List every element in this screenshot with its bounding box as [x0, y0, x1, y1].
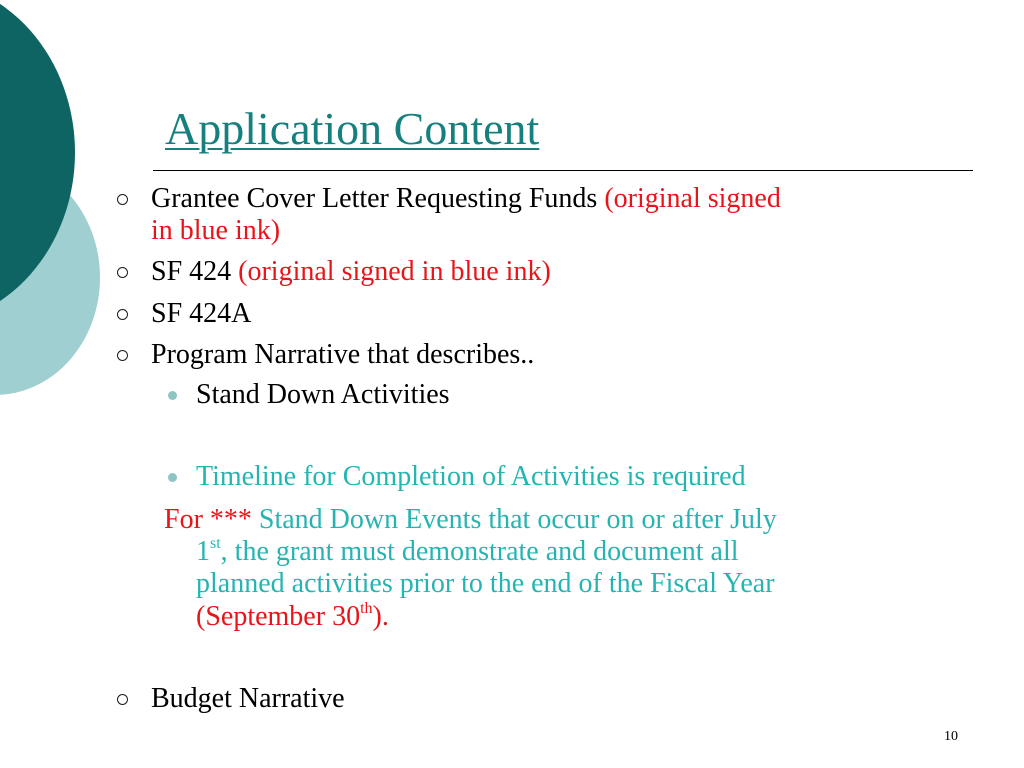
note-line-1: [164, 504, 777, 536]
hollow-bullet-icon: [117, 694, 128, 705]
note-text: ).: [372, 601, 389, 632]
hollow-bullet-icon: [117, 267, 128, 278]
note-line-3: planned activities prior to the end of the Fiscal Year: [196, 568, 775, 599]
note-text: , the grant must demonstrate and document all: [220, 536, 739, 567]
item-note-continued: in blue ink): [151, 215, 281, 246]
item-note: (original signed in blue ink): [238, 256, 551, 287]
note-text: (September 30: [196, 601, 361, 632]
sub-bullet-dot-icon: [168, 391, 177, 400]
note-text: Stand Down Events that occur on or after July: [258, 504, 777, 535]
sub-bullet-dot-icon: [168, 473, 177, 482]
note-superscript: st: [210, 535, 221, 552]
note-line-2: [196, 536, 739, 568]
item-text: SF 424: [151, 256, 232, 287]
note-line-4: [196, 601, 389, 633]
hollow-bullet-icon: [117, 194, 128, 205]
note-superscript: th: [360, 600, 373, 617]
list-item-cover-letter: [151, 183, 781, 215]
hollow-bullet-icon: [117, 350, 128, 361]
item-text: Grantee Cover Letter Requesting Funds: [151, 183, 598, 214]
note-text: 1: [196, 536, 210, 567]
list-item-sf424: [151, 256, 551, 288]
page-number: 10: [944, 729, 958, 744]
list-item-budget-narrative: Budget Narrative: [151, 683, 345, 714]
note-lead: For ***: [164, 504, 252, 535]
sub-item-timeline: Timeline for Completion of Activities is required: [196, 461, 746, 492]
slide-title: Application Content: [165, 103, 540, 154]
item-note: (original signed: [604, 183, 781, 214]
list-item-program-narrative: Program Narrative that describes..: [151, 339, 535, 370]
sub-item-stand-down-activities: Stand Down Activities: [196, 379, 450, 410]
hollow-bullet-icon: [117, 309, 128, 320]
list-item-sf424a: SF 424A: [151, 298, 252, 329]
